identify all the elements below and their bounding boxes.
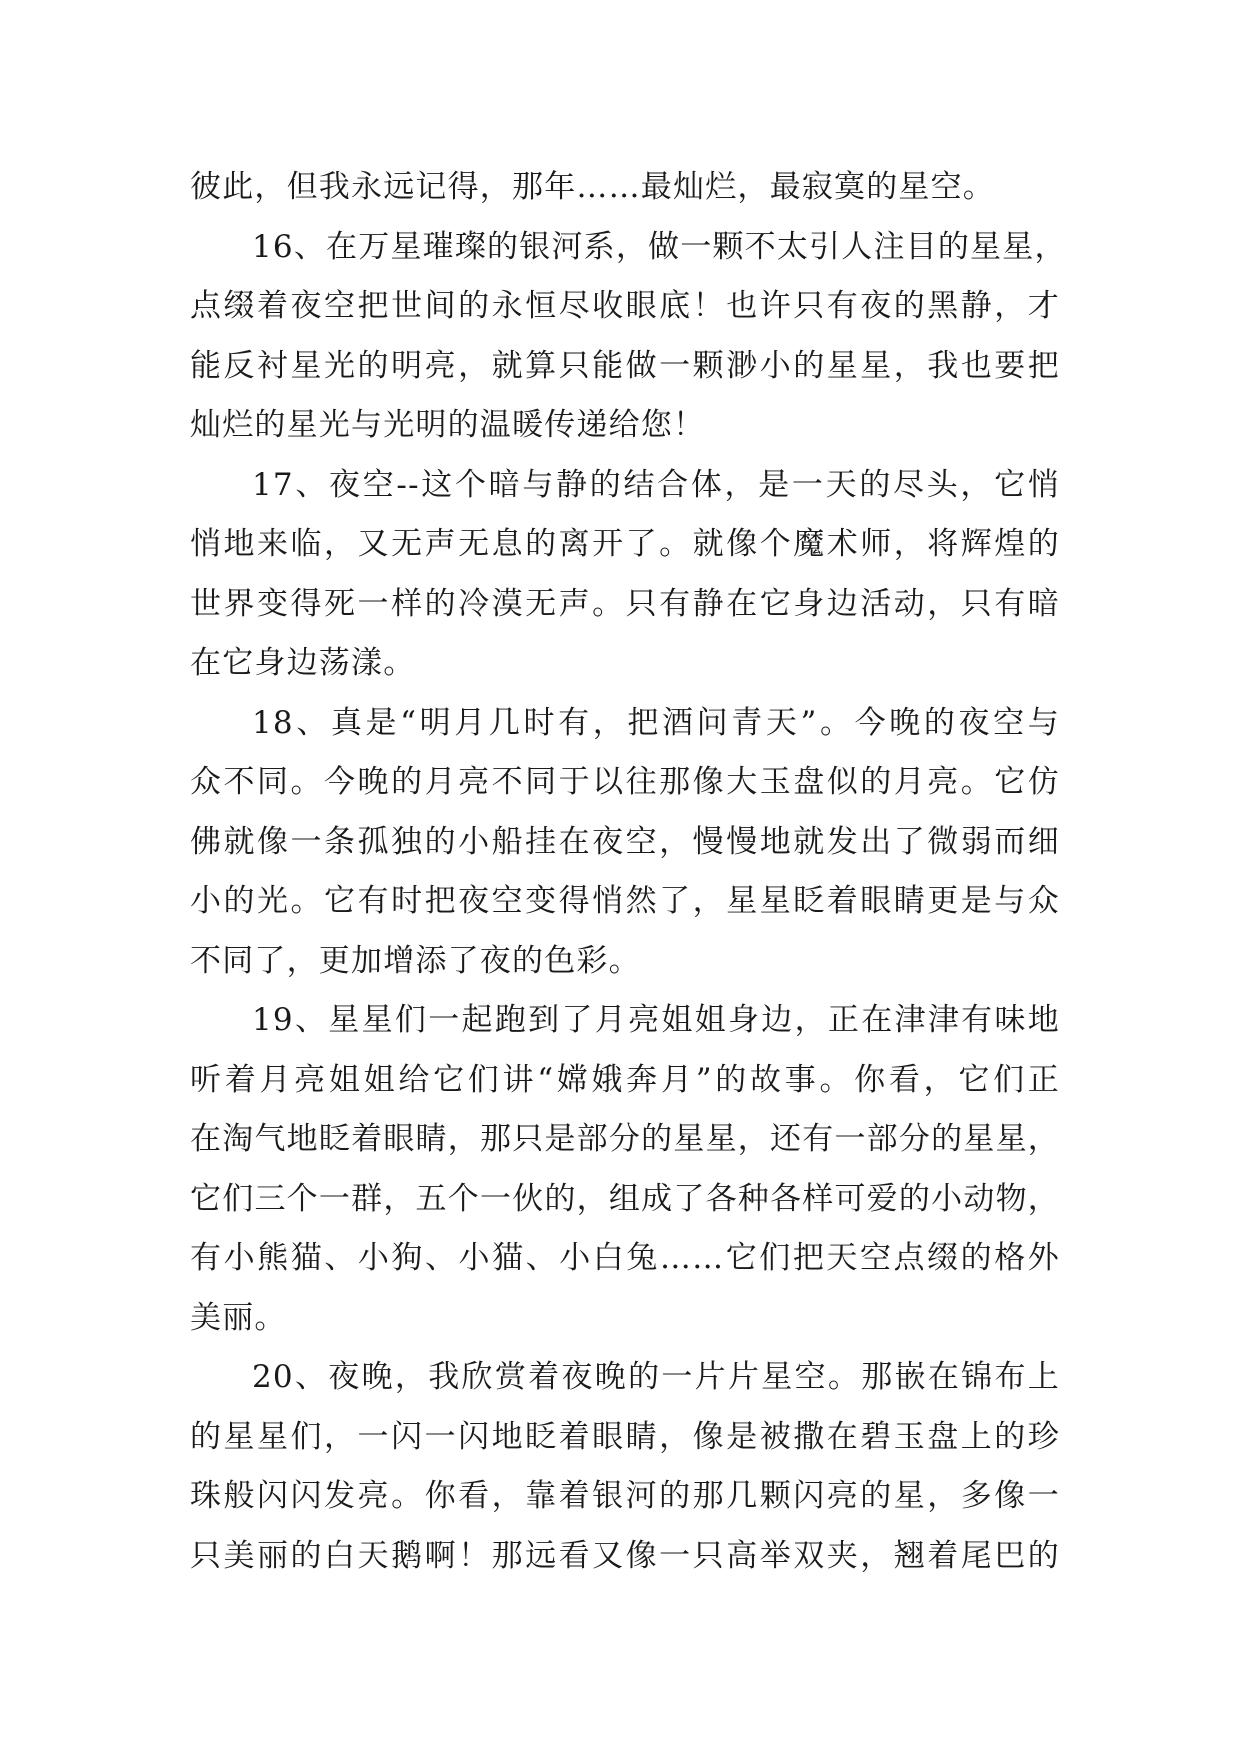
paragraph-16 <box>190 218 1067 456</box>
text-line: 16、在万星璀璨的银河系，做一颗不太引人注目的星星， <box>252 228 1067 265</box>
text-line: 灿烂的星光与光明的温暖传递给您！ <box>190 407 706 443</box>
text-line: 不同了，更加增添了夜的色彩。 <box>190 942 641 979</box>
text-line: 有小熊猫、小狗、小猫、小白兔……它们把天空点缀的格外 <box>190 1240 1060 1276</box>
text-line: 19、星星们一起跑到了月亮姐姐身边，正在津津有味地 <box>252 1002 1060 1038</box>
text-line: 在它身边荡漾。 <box>190 645 416 681</box>
text-line: 在淘气地眨着眼睛，那只是部分的星星，还有一部分的星星， <box>190 1121 1060 1157</box>
text-line: 它们三个一群，五个一伙的，组成了各种各样可爱的小动物， <box>190 1180 1060 1217</box>
text-line: 佛就像一条孤独的小船挂在夜空，慢慢地就发出了微弱而细 <box>190 823 1060 860</box>
text-line: 美丽。 <box>190 1299 287 1336</box>
text-line: 悄地来临，又无声无息的离开了。就像个魔术师，将辉煌的 <box>190 526 1060 562</box>
text-line: 的星星们，一闪一闪地眨着眼睛，像是被撒在碧玉盘上的珍 <box>190 1418 1060 1455</box>
paragraph-15-continuation <box>190 158 1060 218</box>
paragraph-18 <box>190 694 1060 992</box>
text-line: 18、真是“明月几时有，把酒问青天”。今晚的夜空与 <box>252 704 1060 741</box>
body-text <box>190 158 1067 1586</box>
paragraph-20 <box>190 1348 1060 1586</box>
text-line: 世界变得死一样的冷漠无声。只有静在它身边活动，只有暗 <box>190 585 1060 622</box>
text-line: 只美丽的白天鹅啊！那远看又像一只高举双夹，翘着尾巴的 <box>190 1537 1060 1574</box>
text-line: 众不同。今晚的月亮不同于以往那像大玉盘似的月亮。它仿 <box>190 764 1060 800</box>
paragraph-19 <box>190 991 1060 1348</box>
text-line: 20、夜晚，我欣赏着夜晚的一片片星空。那嵌在锦布上 <box>252 1359 1060 1395</box>
text-line: 听着月亮姐姐给它们讲“嫦娥奔月”的故事。你看，它们正 <box>190 1061 1060 1098</box>
text-line: 能反衬星光的明亮，就算只能做一颗渺小的星星，我也要把 <box>190 347 1060 384</box>
text-line: 彼此，但我永远记得，那年……最灿烂，最寂寞的星空。 <box>190 169 995 205</box>
paragraph-17 <box>190 456 1060 694</box>
text-line: 17、夜空--这个暗与静的结合体，是一天的尽头，它悄 <box>252 466 1060 503</box>
text-line: 珠般闪闪发亮。你看，靠着银河的那几颗闪亮的星，多像一 <box>190 1478 1060 1514</box>
text-line: 点缀着夜空把世间的永恒尽收眼底！也许只有夜的黑静，才 <box>190 288 1060 324</box>
text-line: 小的光。它有时把夜空变得悄然了，星星眨着眼睛更是与众 <box>190 883 1060 919</box>
